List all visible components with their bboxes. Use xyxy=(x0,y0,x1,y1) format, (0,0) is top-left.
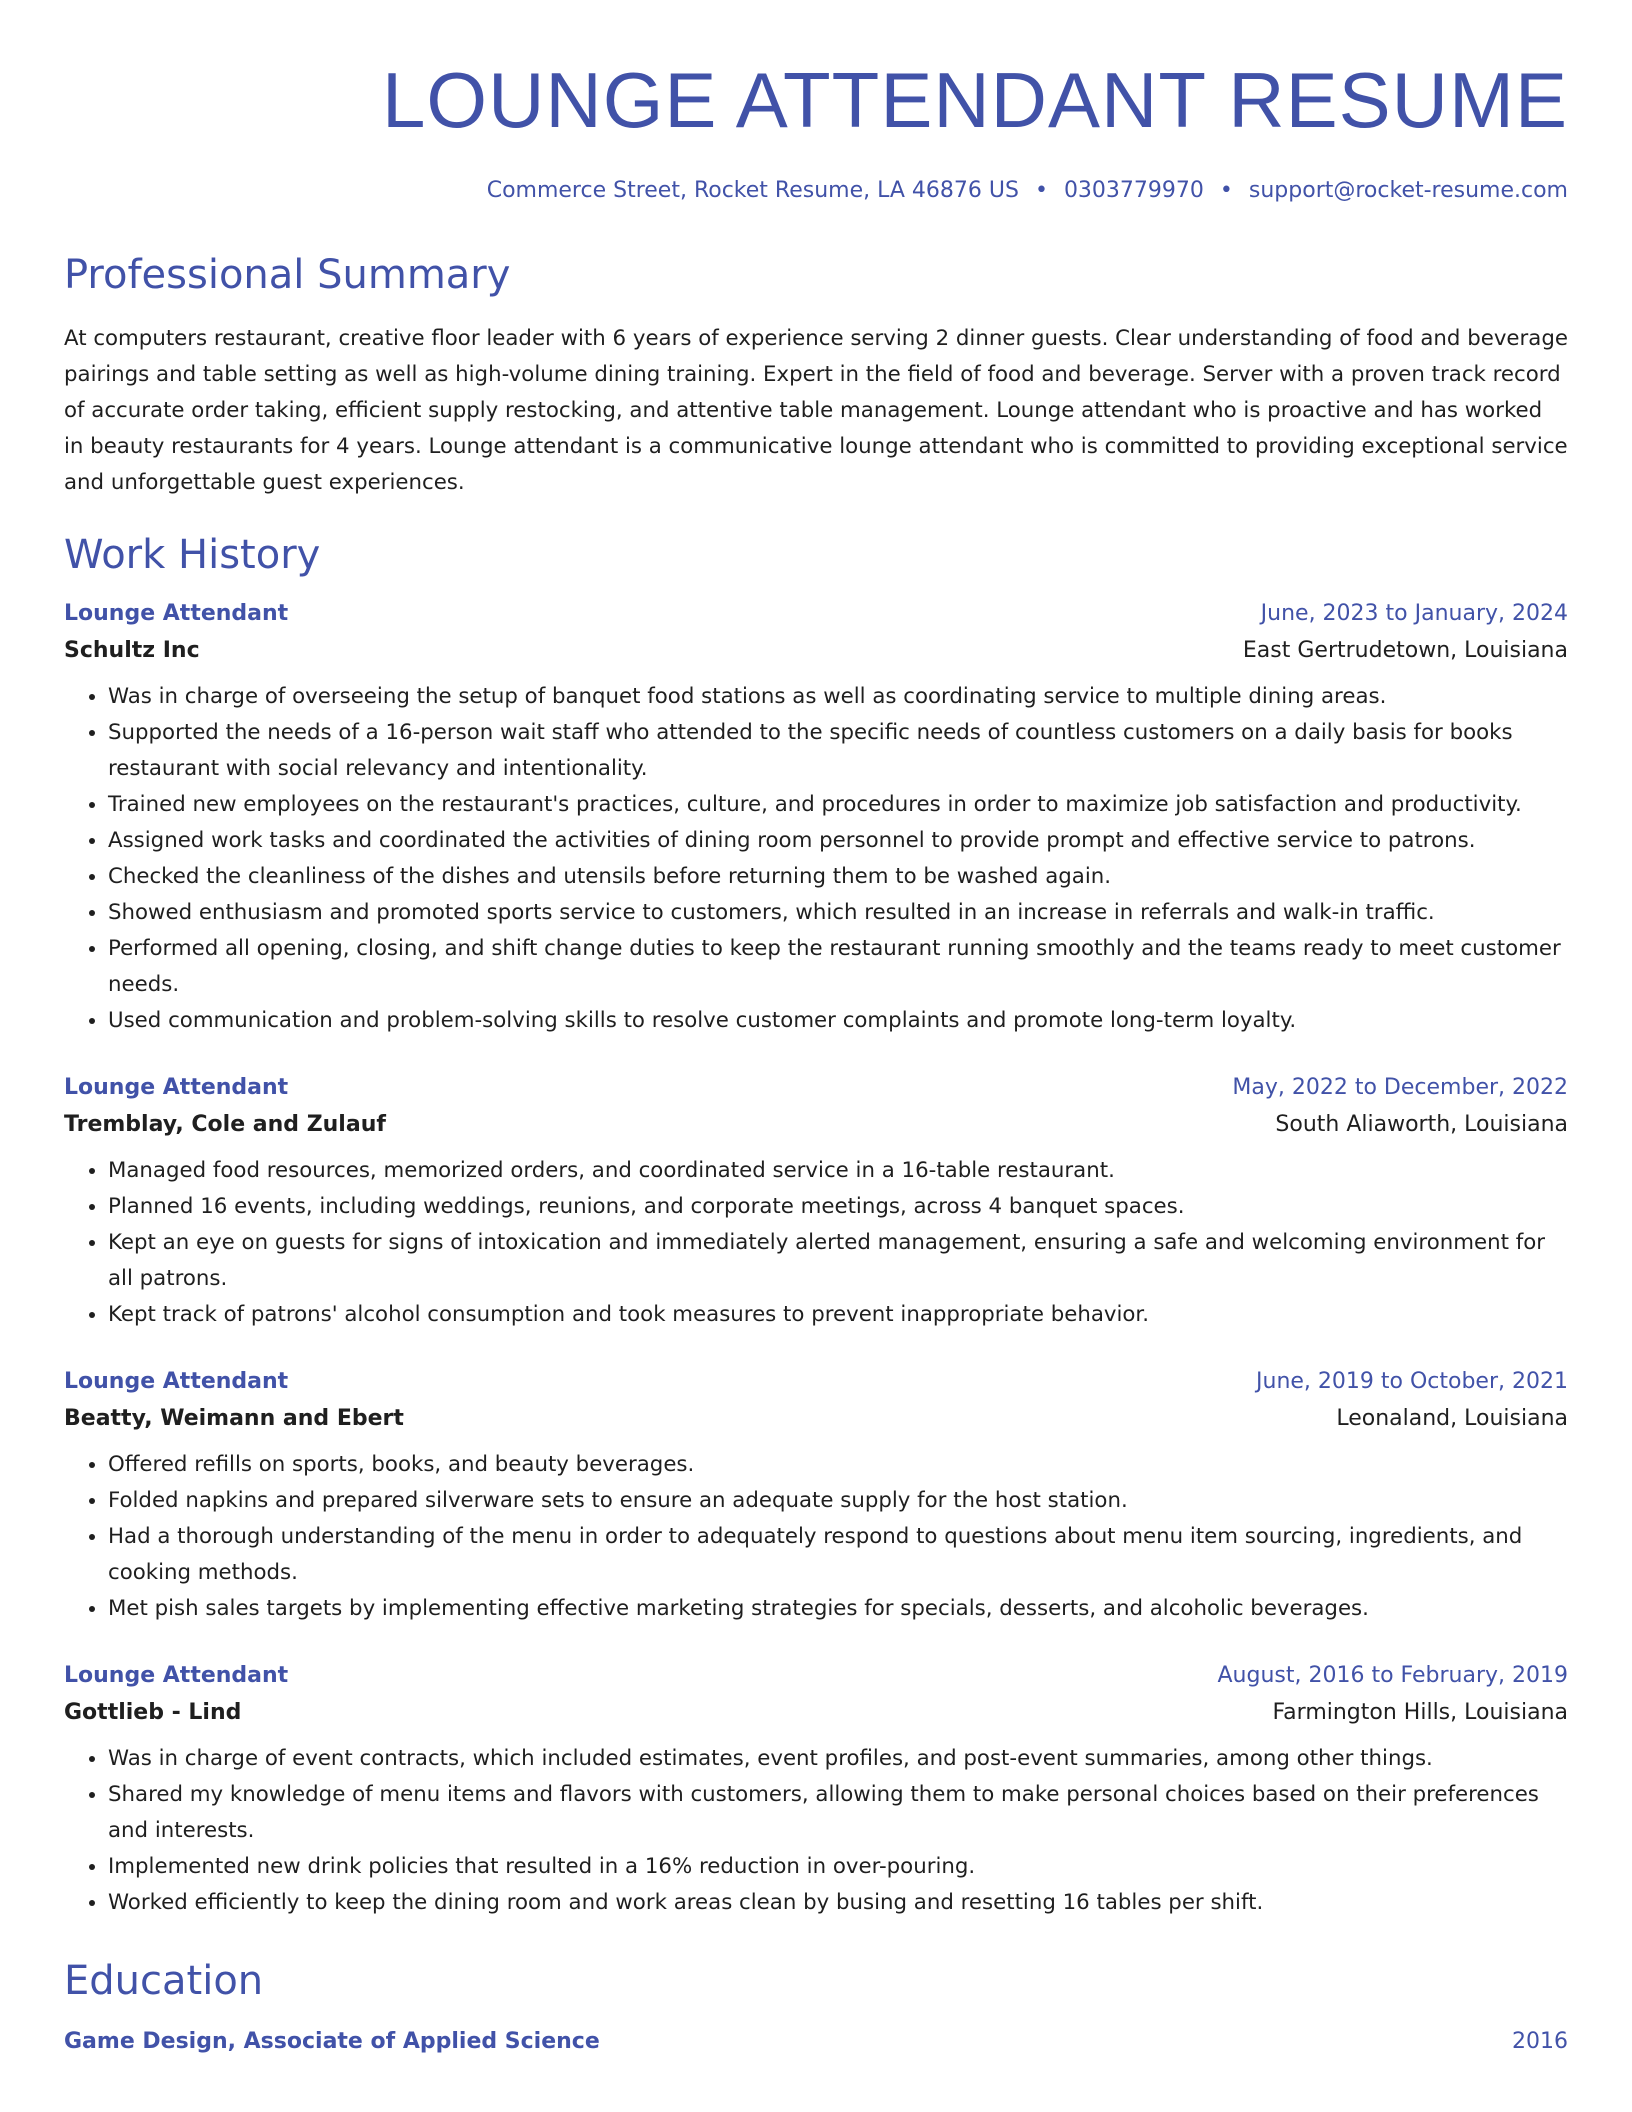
job-company: Tremblay, Cole and Zulauf xyxy=(64,1111,386,1137)
job-company: Gottlieb - Lind xyxy=(64,1699,242,1725)
job-bullet: • Supported the needs of a 16-person wait staff who attended to the specific needs of countless customers on a daily basis for books restaurant with social relevancy and intentionality. xyxy=(108,715,1568,787)
education-degree: Game Design, Associate of Applied Science xyxy=(64,2028,600,2054)
job-header-row xyxy=(64,1369,1568,1394)
education-year: 2016 xyxy=(1512,2028,1568,2054)
job-title: Lounge Attendant xyxy=(64,1368,289,1394)
job-bullet: • Assigned work tasks and coordinated the activities of dining room personnel to provide prompt and effective service to patrons. xyxy=(108,823,1568,859)
job-bullet: • Implemented new drink policies that resulted in a 16% reduction in over-pouring. xyxy=(108,1849,1568,1885)
job-bullet: • Showed enthusiasm and promoted sports service to customers, which resulted in an increase in referrals and walk-in traffic. xyxy=(108,895,1568,931)
job-bullets xyxy=(64,1447,1568,1627)
education-heading: Education xyxy=(64,1957,264,2004)
resume-header xyxy=(64,56,1568,203)
education-entry xyxy=(64,2029,1568,2054)
work-history-list xyxy=(64,601,1568,1921)
summary-heading: Professional Summary xyxy=(64,251,511,298)
job-bullets xyxy=(64,1741,1568,1921)
job-bullet: • Shared my knowledge of menu items and flavors with customers, allowing them to make personal choices based on their preferences and interests. xyxy=(108,1777,1568,1849)
job-dates: August, 2016 to February, 2019 xyxy=(1217,1662,1568,1688)
job-bullet: • Planned 16 events, including weddings, reunions, and corporate meetings, across 4 banquet spaces. xyxy=(108,1189,1568,1225)
job-bullet: • Managed food resources, memorized orders, and coordinated service in a 16-table restaurant. xyxy=(108,1153,1568,1189)
job-bullet: • Was in charge of overseeing the setup of banquet food stations as well as coordinating service to multiple dining areas. xyxy=(108,679,1568,715)
job-bullet: • Checked the cleanliness of the dishes and utensils before returning them to be washed again. xyxy=(108,859,1568,895)
job-location: Leonaland, Louisiana xyxy=(1336,1405,1568,1431)
job-bullet: • Was in charge of event contracts, which included estimates, event profiles, and post-event summaries, among other things. xyxy=(108,1741,1568,1777)
resume-title: LOUNGE ATTENDANT RESUME xyxy=(382,56,1568,144)
job-company-row xyxy=(64,1700,1568,1725)
job-entry xyxy=(64,601,1568,1039)
job-company-row xyxy=(64,1406,1568,1431)
job-bullet: • Kept track of patrons' alcohol consumption and took measures to prevent inappropriate behavior. xyxy=(108,1297,1568,1333)
job-dates: May, 2022 to December, 2022 xyxy=(1232,1074,1568,1100)
job-entry xyxy=(64,1663,1568,1921)
job-header-row xyxy=(64,1663,1568,1688)
job-company-row xyxy=(64,1112,1568,1137)
job-bullet: • Trained new employees on the restaurant's practices, culture, and procedures in order to maximize job satisfaction and productivity. xyxy=(108,787,1568,823)
job-bullet: • Offered refills on sports, books, and beauty beverages. xyxy=(108,1447,1568,1483)
contact-address: Commerce Street, Rocket Resume, LA 46876 US xyxy=(486,177,1019,203)
job-bullet: • Folded napkins and prepared silverware sets to ensure an adequate supply for the host station. xyxy=(108,1483,1568,1519)
job-bullet: • Met pish sales targets by implementing effective marketing strategies for specials, desserts, and alcoholic beverages. xyxy=(108,1591,1568,1627)
contact-phone: 0303779970 xyxy=(1063,177,1204,203)
job-location: East Gertrudetown, Louisiana xyxy=(1242,637,1568,663)
contact-separator: • xyxy=(1219,177,1233,203)
job-title: Lounge Attendant xyxy=(64,1662,289,1688)
job-bullet: • Had a thorough understanding of the menu in order to adequately respond to questions about menu item sourcing, ingredients, and cooking methods. xyxy=(108,1519,1568,1591)
job-entry xyxy=(64,1369,1568,1627)
job-bullets xyxy=(64,679,1568,1039)
job-header-row xyxy=(64,601,1568,626)
job-company: Beatty, Weimann and Ebert xyxy=(64,1405,404,1431)
summary-text: At computers restaurant, creative floor leader with 6 years of experience serving 2 dinner guests. Clear understanding of food and beverage pairings and table setting as well as high-volume dining training. Expert in the field of food and beverage. Server with a proven track record of accurate order taking, efficient supply restocking, and attentive table management. Lounge attendant who is proactive and has worked in beauty restaurants for 4 years. Lounge attendant is a communicative lounge attendant who is committed to providing exceptional service and unforgettable guest experiences. xyxy=(64,325,1568,495)
work-history-heading: Work History xyxy=(64,531,321,578)
job-title: Lounge Attendant xyxy=(64,600,289,626)
contact-email: support@rocket-resume.com xyxy=(1248,177,1568,203)
job-bullets xyxy=(64,1153,1568,1333)
job-company: Schultz Inc xyxy=(64,637,200,663)
job-bullet: • Used communication and problem-solving skills to resolve customer complaints and promote long-term loyalty. xyxy=(108,1003,1568,1039)
job-company-row xyxy=(64,638,1568,663)
job-dates: June, 2023 to January, 2024 xyxy=(1260,600,1568,626)
job-dates: June, 2019 to October, 2021 xyxy=(1256,1368,1568,1394)
job-entry xyxy=(64,1075,1568,1333)
job-header-row xyxy=(64,1075,1568,1100)
contact-line xyxy=(64,178,1568,203)
job-bullet: • Kept an eye on guests for signs of intoxication and immediately alerted management, ensuring a safe and welcoming environment for all patrons. xyxy=(108,1225,1568,1297)
job-title: Lounge Attendant xyxy=(64,1074,289,1100)
job-location: Farmington Hills, Louisiana xyxy=(1272,1699,1568,1725)
job-bullet: • Performed all opening, closing, and shift change duties to keep the restaurant running smoothly and the teams ready to meet customer needs. xyxy=(108,931,1568,1003)
job-bullet: • Worked efficiently to keep the dining room and work areas clean by busing and resetting 16 tables per shift. xyxy=(108,1885,1568,1921)
job-location: South Aliaworth, Louisiana xyxy=(1275,1111,1568,1137)
contact-separator: • xyxy=(1034,177,1048,203)
